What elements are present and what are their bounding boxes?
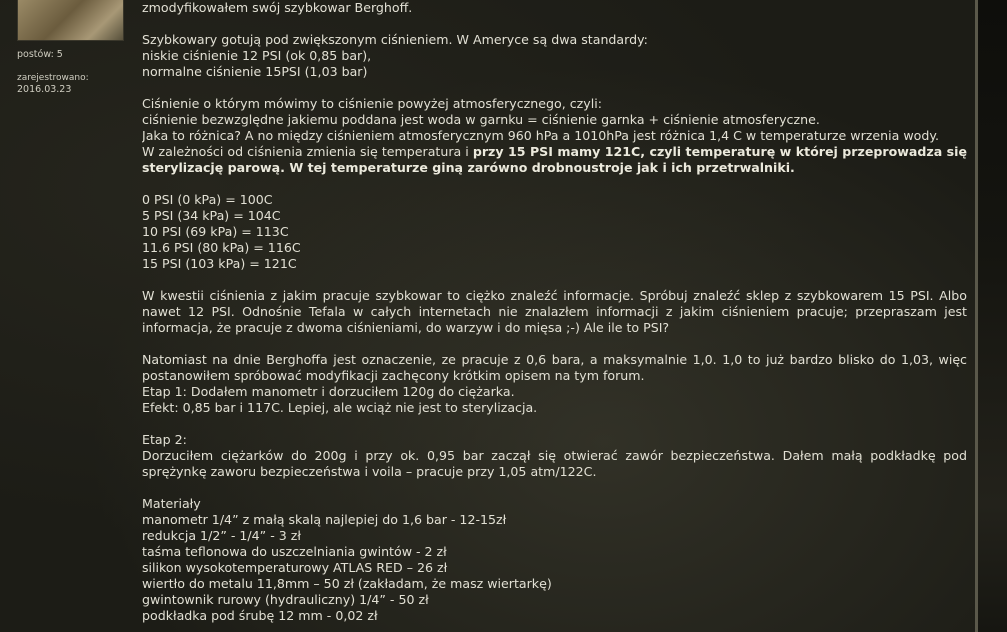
materials-item: podkładka pod śrubę 12 mm - 0,02 zł bbox=[142, 608, 378, 623]
materials-item: taśma teflonowa do uszczelniania gwintów - 2 zł bbox=[142, 544, 447, 559]
post-line: niskie ciśnienie 12 PSI (ok 0,85 bar), bbox=[142, 48, 372, 63]
materials-item: redukcja 1/2” - 1/4” - 3 zł bbox=[142, 528, 301, 543]
post-line: Szybkowary gotują pod zwiększonym ciśnieniem. W Ameryce są dwa standardy: bbox=[142, 32, 648, 47]
post-line: Ciśnienie o którym mówimy to ciśnienie powyżej atmosferycznego, czyli: bbox=[142, 96, 602, 111]
pressure-table-row: 11.6 PSI (80 kPa) = 116C bbox=[142, 240, 301, 255]
post-line: Jaka to różnica? A no między ciśnieniem atmosferycznym 960 hPa a 1010hPa jest różnica 1,4 C w temperaturze wrzenia wody. bbox=[142, 128, 939, 143]
pressure-table-row: 5 PSI (34 kPa) = 104C bbox=[142, 208, 281, 223]
post-paragraph: Dorzuciłem ciężarków do 200g i przy ok. 0,95 bar zaczął się otwierać zawór bezpieczeństwa. Dałem małą podkładkę pod sprężynkę zaworu bezpieczeństwa i voila – pracuje przy 1,05 atm/122C. bbox=[142, 448, 967, 479]
post-paragraph: Natomiast na dnie Berghoffa jest oznaczenie, ze pracuje z 0,6 bara, a maksymalnie 1,0. 1,0 to już bardzo blisko do 1,03, więc postanowiłem spróbować modyfikacji zachęcony krótkim opisem na tym forum. bbox=[142, 352, 967, 383]
pressure-table-row: 15 PSI (103 kPa) = 121C bbox=[142, 256, 297, 271]
user-registered-date: 2016.03.23 bbox=[17, 84, 72, 95]
post-paragraph: W kwestii ciśnienia z jakim pracuje szybkowar to ciężko znaleźć informacje. Spróbuj znaleźć sklep z szybkowarem 15 PSI. Albo nawet 12 PSI. Odnośnie Tefala w całych internetach nie znalazłem informacji z jakim ciśnieniem pracuje; przepraszam jest informacja, że pracuje z dwoma ciśnieniami, do warzyw i do mięsa ;-) Ale ile to PSI? bbox=[142, 288, 967, 335]
page-right-margin bbox=[978, 0, 1007, 632]
materials-item: wiertło do metalu 11,8mm – 50 zł (zakładam, że masz wiertarkę) bbox=[142, 576, 552, 591]
post-line: zmodyfikowałem swój szybkowar Berghoff. bbox=[142, 0, 413, 15]
materials-heading: Materiały bbox=[142, 496, 201, 511]
materials-item: silikon wysokotemperaturowy ATLAS RED – 26 zł bbox=[142, 560, 448, 575]
user-registered-label: zarejestrowano: bbox=[17, 73, 89, 83]
pressure-table-row: 10 PSI (69 kPa) = 113C bbox=[142, 224, 289, 239]
post-author-panel bbox=[0, 0, 136, 632]
post-line: ciśnienie bezwzględne jakiemu poddana jest woda w garnku = ciśnienie garnka + ciśnienie atmosferyczne. bbox=[142, 112, 820, 127]
post-text: W zależności od ciśnienia zmienia się temperatura i bbox=[142, 144, 473, 159]
post-line bbox=[142, 144, 967, 176]
materials-item: gwintownik rurowy (hydrauliczny) 1/4” - 50 zł bbox=[142, 592, 429, 607]
post-body bbox=[136, 0, 975, 632]
post-line: normalne ciśnienie 15PSI (1,03 bar) bbox=[142, 64, 368, 79]
post-line: Efekt: 0,85 bar i 117C. Lepiej, ale wciąż nie jest to sterylizacja. bbox=[142, 400, 538, 415]
post-bold-text: przy 15 PSI mamy 121C, czyli temperaturę w której przeprowadza się sterylizację parową. W tej temperaturze giną zarówno drobnoustroje jak i ich przetrwalniki. bbox=[142, 144, 967, 175]
materials-item: manometr 1/4” z małą skalą najlepiej do 1,6 bar - 12-15zł bbox=[142, 512, 507, 527]
post-line: Etap 2: bbox=[142, 432, 187, 447]
user-post-count: postów: 5 bbox=[17, 49, 63, 60]
pressure-table-row: 0 PSI (0 kPa) = 100C bbox=[142, 192, 273, 207]
post-line: Etap 1: Dodałem manometr i dorzuciłem 120g do ciężarka. bbox=[142, 384, 515, 399]
user-avatar[interactable] bbox=[17, 0, 124, 41]
